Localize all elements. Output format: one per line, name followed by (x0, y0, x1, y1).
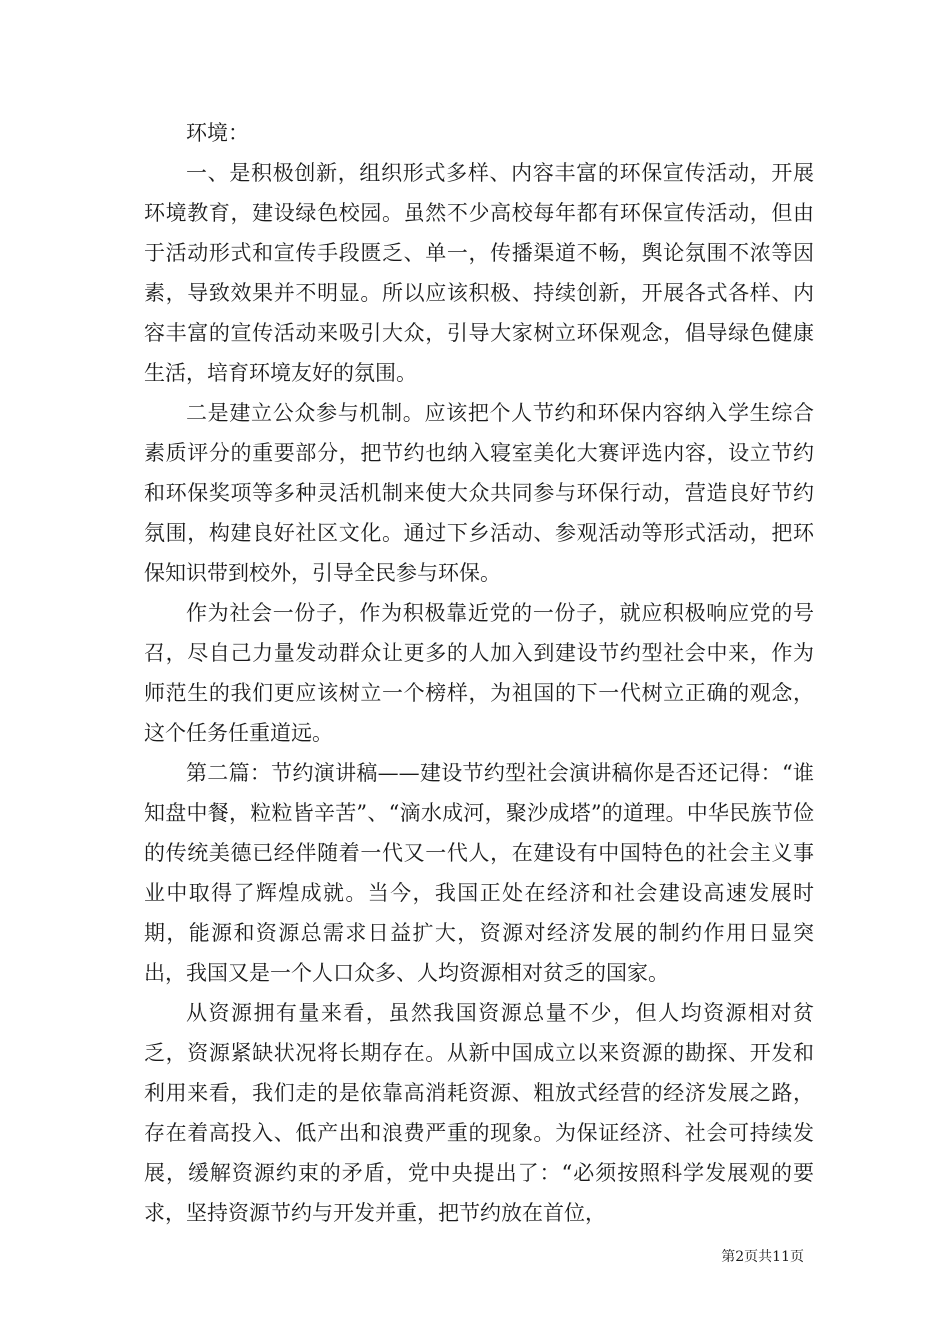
paragraph-public-participation: 二是建立公众参与机制。应该把个人节约和环保内容纳入学生综合素质评分的重要部分，把节约也纳入寝室美化大赛评选内容，设立节约和环保奖项等多种灵活机制来使大众共同参与环保行动，营造良好节约氛围，构建良好社区文化。通过下乡活动、参观活动等形式活动，把环保知识带到校外，引导全民参与环保。 (144, 401, 814, 585)
page-number-footer: 第2页共11页 (721, 1249, 804, 1265)
paragraph-second-speech: 第二篇：节约演讲稿——建设节约型社会演讲稿你是否还记得：“谁知盘中餐，粒粒皆辛苦”、“滴水成河，聚沙成塔”的道理。中华民族节俭的传统美德已经伴随着一代又一代人，在建设有中国特色的社会主义事业中取得了辉煌成就。当今，我国正处在经济和社会建设高速发展时期，能源和资源总需求日益扩大，资源对经济发展的制约作用日显突出，我国又是一个人口众多、人均资源相对贫乏的国家。 (144, 761, 814, 985)
paragraph-innovation: 一、是积极创新，组织形式多样、内容丰富的环保宣传活动，开展环境教育，建设绿色校园。虽然不少高校每年都有环保宣传活动，但由于活动形式和宣传手段匮乏、单一，传播渠道不畅，舆论氛围不浓等因素，导致效果并不明显。所以应该积极、持续创新，开展各式各样、内容丰富的宣传活动来吸引大众，引导大家树立环保观念，倡导绿色健康生活，培育环境友好的氛围。 (144, 161, 814, 385)
paragraph-heading-environment: 环境： (186, 121, 249, 145)
paragraph-resources: 从资源拥有量来看，虽然我国资源总量不少，但人均资源相对贫乏，资源紧缺状况将长期存在。从新中国成立以来资源的勘探、开发和利用来看，我们走的是依靠高消耗资源、粗放式经营的经济发展之路，存在着高投入、低产出和浪费严重的现象。为保证经济、社会可持续发展，缓解资源约束的矛盾，党中央提出了：“必须按照科学发展观的要求，坚持资源节约与开发并重，把节约放在首位， (144, 1001, 814, 1225)
paragraph-social-responsibility: 作为社会一份子，作为积极靠近党的一份子，就应积极响应党的号召，尽自己力量发动群众让更多的人加入到建设节约型社会中来，作为师范生的我们更应该树立一个榜样，为祖国的下一代树立正确的观念，这个任务任重道远。 (144, 601, 814, 745)
document-body (144, 113, 814, 1233)
